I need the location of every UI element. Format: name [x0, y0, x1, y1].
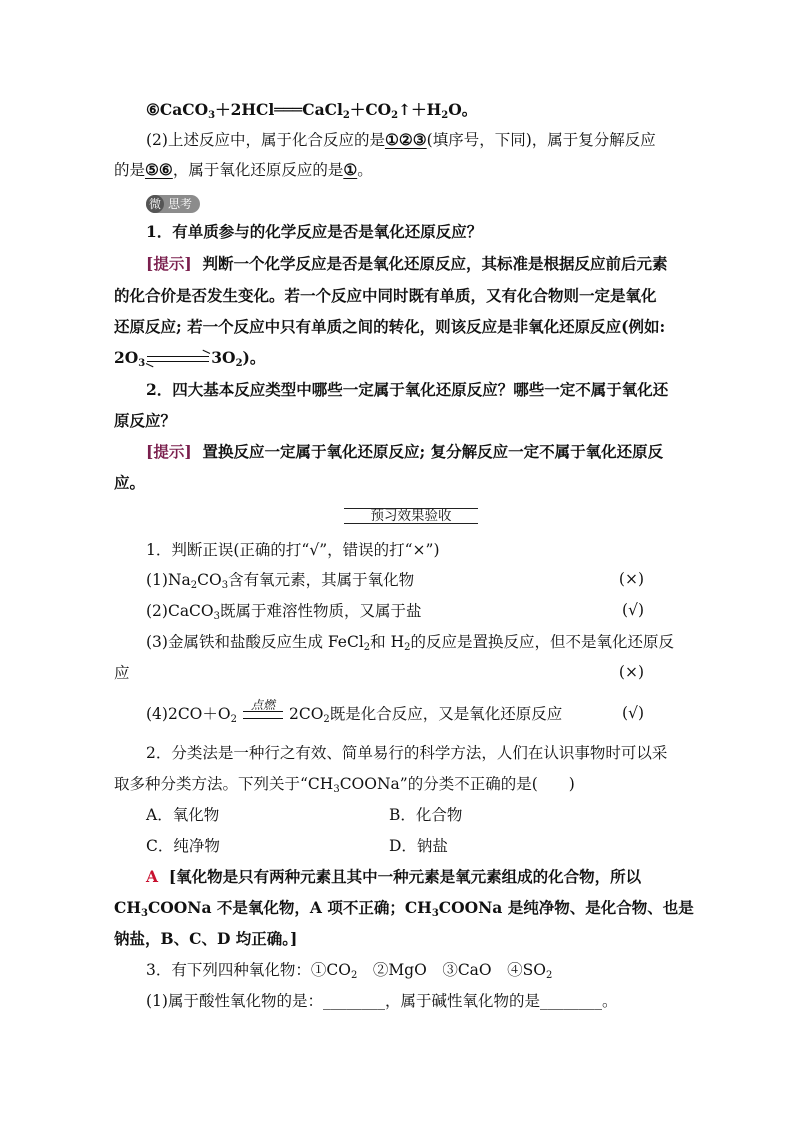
- tip-label: [提示]: [146, 442, 192, 461]
- ignition-condition: 点燃: [243, 705, 283, 725]
- mcq-option-c: C．纯净物: [146, 837, 220, 855]
- think-badge-label: 思考: [168, 197, 193, 211]
- think-answer-2-line-1: [提示] 置换反应一定属于氧化还原反应; 复分解反应一定不属于氧化还原反: [146, 442, 664, 461]
- judge-item-2: (2)CaCO$_3$既属于难溶性物质，又属于盐: [146, 602, 422, 622]
- blank-basic-oxide[interactable]: ________: [539, 992, 602, 1010]
- mcq-stem-line-1: 2．分类法是一种行之有效、简单易行的科学方法，人们在认识事物时可以采: [146, 744, 668, 762]
- reversible-arrow-icon: [147, 354, 209, 364]
- think-answer-1-line-4: $2O_3$ $3O_2$)。: [114, 348, 266, 369]
- mcq-option-d: D．钠盐: [389, 837, 448, 855]
- blank-acidic-oxide[interactable]: ________: [322, 992, 385, 1010]
- answer-redox: ①: [343, 160, 358, 179]
- answer-combination: ①②③: [384, 130, 427, 149]
- mcq-answer: A: [146, 867, 159, 886]
- judge-item-1: $(1)Na_2CO_3$含有氧元素，其属于氧化物: [146, 571, 415, 591]
- think-question-1: 1．有单质参与的化学反应是否是氧化还原反应？: [146, 222, 483, 241]
- mcq-option-a: A．氧化物: [146, 806, 220, 824]
- question-2-line-2: 的是⑤⑥，属于氧化还原反应的是①。: [114, 160, 373, 179]
- mcq-stem-line-2: 取多种分类方法。下列关于“$CH_3COONa$”的分类不正确的是( ): [114, 775, 575, 795]
- think-answer-1-line-2: 的化合价是否发生变化。若一个反应中同时既有单质，又有化合物则一定是氧化: [114, 286, 657, 305]
- answer-double-decomposition: ⑤⑥: [145, 160, 173, 179]
- judge-item-4: $(4)2CO+O_2$ 点燃 $2CO_2$既是化合反应，又是氧化还原反应: [146, 698, 563, 725]
- judge-item-1-mark: (×): [618, 570, 644, 588]
- judge-item-3-line-2: 应: [114, 664, 130, 682]
- tip-label: [提示]: [146, 254, 192, 273]
- think-answer-1-line-1: [提示] 判断一个化学反应是否是氧化还原反应，其标准是根据反应前后元素: [146, 254, 668, 273]
- judge-item-2-mark: (√): [622, 601, 644, 619]
- wei-icon: 微: [146, 195, 164, 213]
- mcq-explanation-line-3: 钠盐，B、C、D 均正确。]: [114, 929, 298, 948]
- think-question-2-line-1: 2．四大基本反应类型中哪些一定属于氧化还原反应？哪些一定不属于氧化还: [146, 380, 669, 399]
- question-3-stem: 3．有下列四种氧化物：$①CO_2$ ②MgO ③CaO $④SO_2$: [146, 961, 553, 981]
- judge-intro: 1．判断正误(正确的打“√”，错误的打“×”): [146, 541, 440, 559]
- think-answer-2-line-2: 应。: [114, 473, 146, 492]
- mcq-explanation-line-2: $CH_3COONa$ 不是氧化物，A 项不正确；$CH_3COONa$ 是纯净物、是化合物、也是: [114, 898, 694, 919]
- judge-item-4-mark: (√): [622, 704, 644, 722]
- think-question-2-line-2: 原反应？: [114, 411, 177, 430]
- mcq-option-b: B．化合物: [389, 806, 463, 824]
- think-badge: [146, 195, 200, 213]
- equation-6: $⑥CaCO_3+2HCl═══CaCl_2+CO_2↑+H_2O$。: [146, 100, 478, 121]
- judge-item-3-line-1: (3)金属铁和盐酸反应生成 FeCl$_2$和 $H_2$的反应是置换反应，但不是氧化还原反: [146, 633, 674, 653]
- judge-item-3-mark: (×): [618, 663, 644, 681]
- question-3-part-1: (1)属于酸性氧化物的是：________，属于碱性氧化物的是________。: [146, 992, 618, 1010]
- think-answer-1-line-3: 还原反应; 若一个反应中只有单质之间的转化，则该反应是非氧化还原反应(例如:: [114, 317, 666, 336]
- mcq-explanation-line-1: A [氧化物是只有两种元素且其中一种元素是氧元素组成的化合物，所以: [146, 867, 642, 886]
- section-title-preview-check: 预习效果验收: [344, 506, 478, 526]
- question-2-line-1: (2)上述反应中，属于化合反应的是①②③(填序号，下同)，属于复分解反应: [146, 130, 656, 149]
